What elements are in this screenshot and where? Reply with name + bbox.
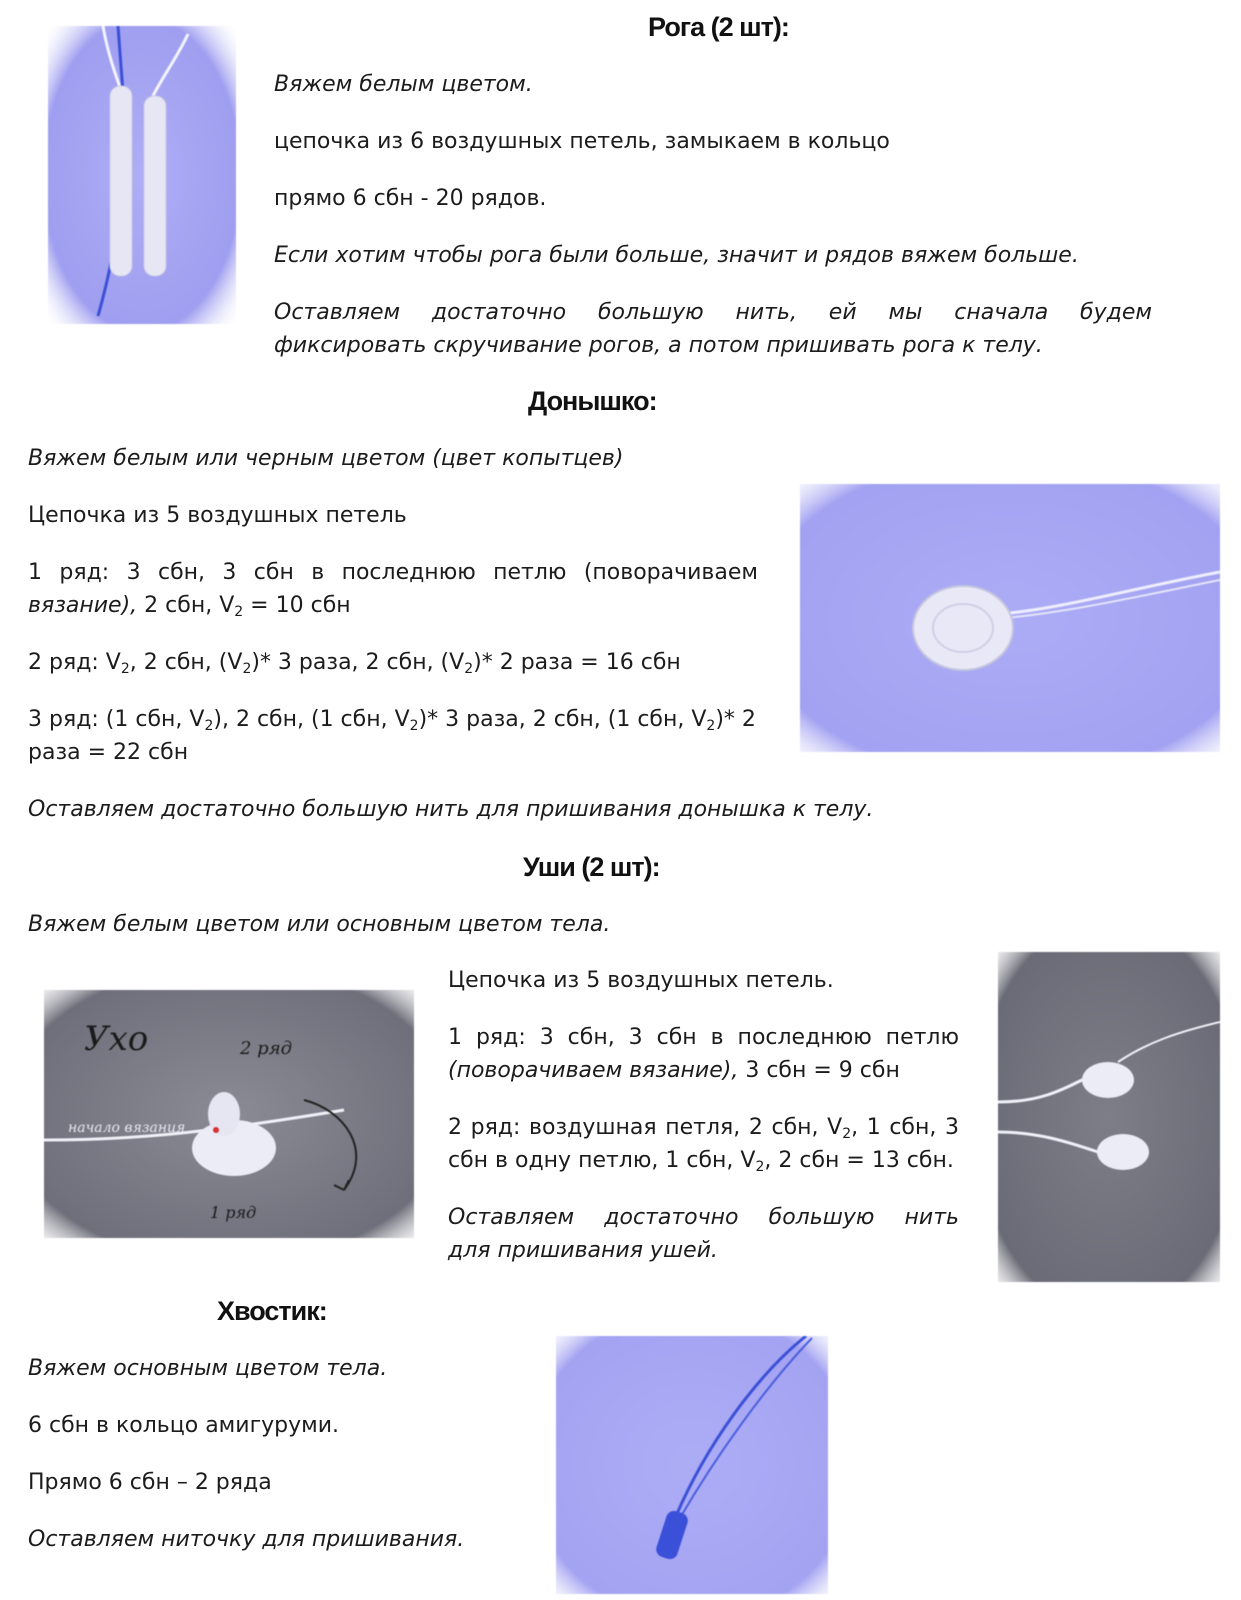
bottom-row3-part-d: )* 2 (715, 707, 756, 732)
ear-photo-label-title: Ухо (84, 1019, 149, 1059)
bottom-photo (800, 484, 1220, 752)
tail-text-4: Оставляем ниточку для пришивания. (28, 1527, 465, 1552)
tail-title: Хвостик: (217, 1296, 327, 1326)
horns-text-5-line1: Оставляем достаточно большую нить, ей мы сначала будем (274, 300, 1152, 325)
bottom-row3-line1 (28, 703, 756, 736)
ears-photo-left (44, 990, 414, 1238)
ears-row1-line2 (448, 1054, 900, 1087)
subscript: 2 (409, 718, 419, 734)
bottom-row1-line1-text: 1 ряд: 3 сбн, 3 сбн в последнюю петлю (поворачиваем (28, 560, 758, 585)
bottom-row3-line2: раза = 22 сбн (28, 740, 189, 765)
subscript: 2 (755, 1159, 765, 1175)
horns-text-2: цепочка из 6 воздушных петель, замыкаем в кольцо (274, 129, 890, 154)
ears-title: Уши (2 шт): (523, 852, 660, 882)
ear-photo-label-row1: 1 ряд (210, 1203, 257, 1222)
ears-row2-part-d: , 2 сбн = 13 сбн. (764, 1148, 954, 1173)
subscript: 2 (204, 718, 214, 734)
horns-text-3: прямо 6 сбн - 20 рядов. (274, 186, 547, 211)
horns-text-1: Вяжем белым цветом. (274, 72, 533, 97)
horns-photo-drawing (48, 26, 236, 324)
ears-row2-line1 (448, 1111, 959, 1144)
bottom-row1-line1 (28, 556, 758, 589)
ears-text-end-line1: Оставляем достаточно большую нить (448, 1205, 959, 1230)
ear-photo-label-row2: 2 ряд (240, 1038, 293, 1059)
bottom-row3-part-c: )* 3 раза, 2 сбн, (1 сбн, V (418, 707, 707, 732)
subscript: 2 (234, 604, 244, 620)
ears-photo-left-drawing (44, 990, 414, 1238)
bottom-text-2: Цепочка из 5 воздушных петель (28, 503, 407, 528)
bottom-text-1: Вяжем белым или черным цветом (цвет копытцев) (28, 446, 624, 471)
ears-row2-line2 (448, 1144, 954, 1177)
ears-row1-line1: 1 ряд: 3 сбн, 3 сбн в последнюю петлю (448, 1025, 959, 1050)
bottom-row2 (28, 646, 681, 679)
bottom-row1-part-b: = 10 сбн (243, 593, 351, 618)
subscript: 2 (706, 718, 716, 734)
bottom-photo-drawing (800, 484, 1220, 752)
bottom-row2-part-d: )* 2 раза = 16 сбн (473, 650, 681, 675)
bottom-row2-part-b: , 2 сбн, (V (129, 650, 243, 675)
subscript: 2 (120, 661, 130, 677)
tail-text-1: Вяжем основным цветом тела. (28, 1356, 388, 1381)
bottom-row2-part-c: )* 3 раза, 2 сбн, (V (251, 650, 465, 675)
bottom-row1-italic: вязание), (28, 593, 138, 618)
subscript: 2 (842, 1126, 852, 1142)
ears-row2-part-c: сбн в одну петлю, 1 сбн, V (448, 1148, 756, 1173)
subscript: 2 (242, 661, 252, 677)
ears-photo-right (998, 952, 1220, 1282)
ears-row1-normal: 3 сбн = 9 сбн (738, 1058, 900, 1083)
horns-title: Рога (2 шт): (648, 12, 789, 42)
tail-text-3: Прямо 6 сбн – 2 ряда (28, 1470, 272, 1495)
tail-text-2: 6 сбн в кольцо амигуруми. (28, 1413, 340, 1438)
horns-text-5-line2: фиксировать скручивание рогов, а потом пришивать рога к телу. (274, 333, 1043, 358)
ear-photo-label-start: начало вязания (68, 1120, 186, 1136)
ears-row2-part-a: 2 ряд: воздушная петля, 2 сбн, V (448, 1115, 843, 1140)
bottom-title: Донышко: (528, 386, 657, 416)
horns-text-4: Если хотим чтобы рога были больше, значит и рядов вяжем больше. (274, 243, 1079, 268)
bottom-row2-part-a: 2 ряд: V (28, 650, 121, 675)
ears-text-end-line2: для пришивания ушей. (448, 1238, 718, 1263)
subscript: 2 (464, 661, 474, 677)
tail-photo-drawing (556, 1336, 828, 1594)
bottom-row3-part-a: 3 ряд: (1 сбн, V (28, 707, 205, 732)
tail-photo (556, 1336, 828, 1594)
ears-photo-right-drawing (998, 952, 1220, 1282)
ears-text-1: Вяжем белым цветом или основным цветом тела. (28, 912, 611, 937)
ears-row1-italic: (поворачиваем вязание), (448, 1058, 739, 1083)
ears-row2-part-b: , 1 сбн, 3 (851, 1115, 959, 1140)
bottom-row3-part-b: ), 2 сбн, (1 сбн, V (213, 707, 410, 732)
bottom-row1-line2 (28, 589, 351, 622)
ears-text-2: Цепочка из 5 воздушных петель. (448, 968, 834, 993)
bottom-text-end: Оставляем достаточно большую нить для пришивания донышка к телу. (28, 797, 874, 822)
horns-photo (48, 26, 236, 324)
bottom-row1-part-a: 2 сбн, V (137, 593, 235, 618)
